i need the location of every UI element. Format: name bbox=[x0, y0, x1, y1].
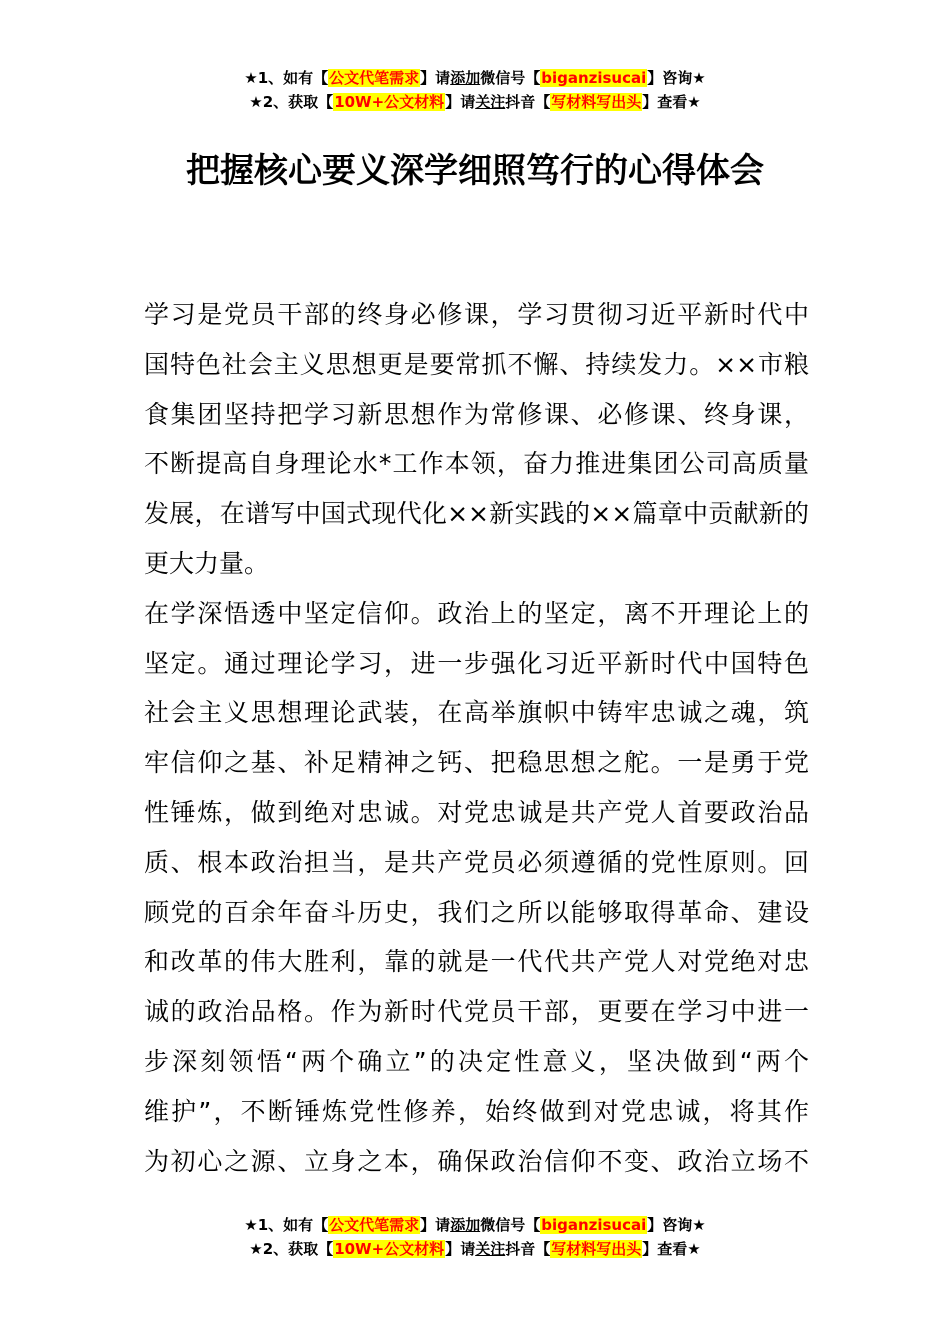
promo-1-highlight-service: 公文代笔需求 bbox=[329, 1216, 420, 1234]
promo-1-suffix: 】咨询★ bbox=[647, 1216, 706, 1234]
promo-1-underline: 添加 bbox=[450, 1216, 481, 1234]
body-line: 步深刻领悟“两个确立”的决定性意义，坚决做到“两个 bbox=[144, 1046, 809, 1076]
promo-2-prefix: ★2、获取【 bbox=[249, 93, 334, 111]
promo-2-highlight-douyin: 写材料写出头 bbox=[551, 93, 642, 111]
promo-1-prefix: ★1、如有【 bbox=[244, 1216, 329, 1234]
body-line: 在学深悟透中坚定信仰。政治上的坚定，离不开理论上的 bbox=[144, 598, 809, 628]
promo-1-mid: 】请 bbox=[420, 1216, 451, 1234]
promo-1-underline: 添加 bbox=[450, 69, 481, 87]
body-line: 性锤炼，做到绝对忠诚。对党忠诚是共产党人首要政治品 bbox=[144, 797, 809, 827]
promo-1-highlight-wechat: biganzisucai bbox=[541, 69, 647, 87]
promo-2-suffix: 】查看★ bbox=[642, 1240, 701, 1258]
promo-1-mid: 】请 bbox=[420, 69, 451, 87]
body-line: 为初心之源、立身之本，确保政治信仰不变、政治立场不 bbox=[144, 1146, 809, 1176]
body-line: 牢信仰之基、补足精神之钙、把稳思想之舵。一是勇于党 bbox=[144, 748, 809, 778]
body-line: 维护”，不断锤炼党性修养，始终做到对党忠诚，将其作 bbox=[144, 1096, 809, 1126]
promo-1-highlight-service: 公文代笔需求 bbox=[329, 69, 420, 87]
promo-1-mid2: 微信号【 bbox=[480, 69, 541, 87]
body-line: 社会主义思想理论武装，在高举旗帜中铸牢忠诚之魂，筑 bbox=[144, 698, 809, 728]
promo-2-mid: 】请 bbox=[445, 1240, 476, 1258]
promo-1-suffix: 】咨询★ bbox=[647, 69, 706, 87]
promo-2-mid2: 抖音【 bbox=[505, 1240, 551, 1258]
promo-2-underline: 关注 bbox=[475, 1240, 506, 1258]
promo-2-highlight-douyin: 写材料写出头 bbox=[551, 1240, 642, 1258]
promo-2-mid2: 抖音【 bbox=[505, 93, 551, 111]
promo-1-prefix: ★1、如有【 bbox=[244, 69, 329, 87]
document-body bbox=[144, 290, 809, 1186]
body-line: 发展，在谱写中国式现代化××新实践的××篇章中贡献新的 bbox=[144, 499, 809, 529]
promo-line-2 bbox=[0, 1237, 950, 1261]
body-line: 食集团坚持把学习新思想作为常修课、必修课、终身课， bbox=[144, 399, 809, 429]
body-line: 更大力量。 bbox=[144, 548, 270, 578]
body-line: 顾党的百余年奋斗历史，我们之所以能够取得革命、建设 bbox=[144, 897, 809, 927]
body-line: 国特色社会主义思想更是要常抓不懈、持续发力。××市粮 bbox=[144, 349, 809, 379]
body-line: 质、根本政治担当，是共产党员必须遵循的党性原则。回 bbox=[144, 847, 809, 877]
body-line: 不断提高自身理论水*工作本领，奋力推进集团公司高质量 bbox=[144, 449, 809, 479]
promo-1-highlight-wechat: biganzisucai bbox=[541, 1216, 647, 1234]
promo-2-mid: 】请 bbox=[445, 93, 476, 111]
promo-line-1 bbox=[0, 66, 950, 90]
promo-2-highlight-materials: 10W+公文材料 bbox=[334, 1240, 445, 1258]
promo-line-2 bbox=[0, 90, 950, 114]
promo-1-mid2: 微信号【 bbox=[480, 1216, 541, 1234]
promo-2-highlight-materials: 10W+公文材料 bbox=[334, 93, 445, 111]
promo-2-suffix: 】查看★ bbox=[642, 93, 701, 111]
body-line: 诚的政治品格。作为新时代党员干部，更要在学习中进一 bbox=[144, 997, 809, 1027]
promo-line-1 bbox=[0, 1213, 950, 1237]
body-line: 和改革的伟大胜利，靠的就是一代代共产党人对党绝对忠 bbox=[144, 947, 809, 977]
promo-header bbox=[0, 66, 950, 114]
document-title: 把握核心要义深学细照笃行的心得体会 bbox=[186, 151, 764, 191]
promo-2-prefix: ★2、获取【 bbox=[249, 1240, 334, 1258]
promo-2-underline: 关注 bbox=[475, 93, 506, 111]
promo-footer bbox=[0, 1213, 950, 1261]
body-line: 坚定。通过理论学习，进一步强化习近平新时代中国特色 bbox=[144, 648, 809, 678]
body-line: 学习是党员干部的终身必修课，学习贯彻习近平新时代中 bbox=[144, 300, 809, 329]
